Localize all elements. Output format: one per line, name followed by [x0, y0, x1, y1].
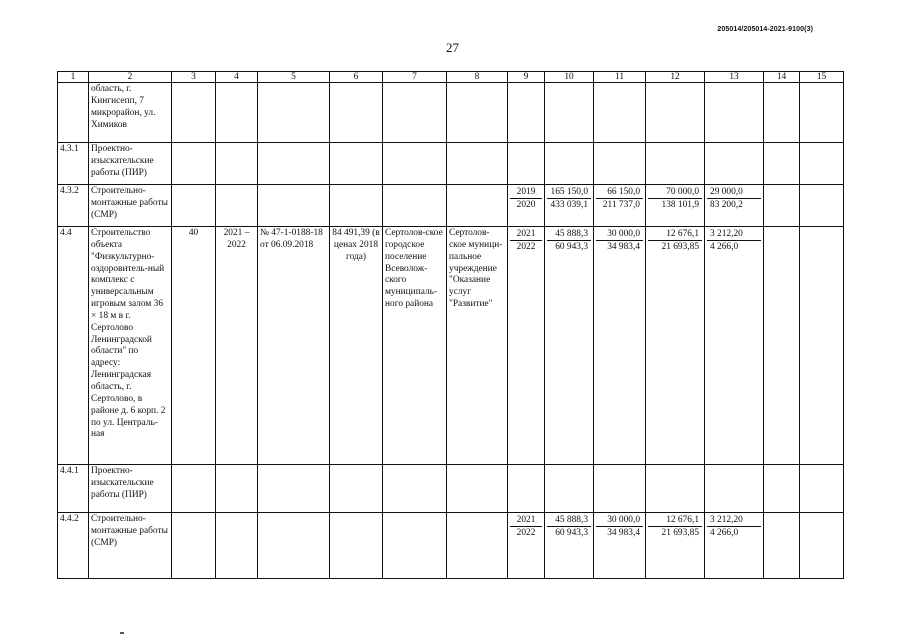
year-value: 2019	[516, 187, 536, 197]
amount-value: 21 693,85	[648, 526, 702, 539]
amount-cell	[594, 227, 646, 465]
year-value: 2022	[510, 526, 542, 539]
amount-cell	[545, 227, 594, 465]
row-number: 4.3.1	[58, 143, 89, 185]
amount-value: 165 150,0	[550, 187, 588, 197]
col-header: 4	[216, 72, 258, 83]
amount-cell	[545, 513, 594, 579]
table-row-4-4-1	[58, 465, 844, 513]
year-value: 2021	[516, 229, 536, 239]
amount-value: 21 693,85	[648, 240, 702, 253]
table-row-4-3-1	[58, 143, 844, 185]
col-header: 2	[89, 72, 172, 83]
amount-value: 433 039,1	[547, 198, 591, 211]
table-row-4-4-2	[58, 513, 844, 579]
col-header: 1	[58, 72, 89, 83]
estimated-cost-cell: 84 491,39 (в ценах 2018 года)	[330, 227, 383, 465]
amount-value: 60 943,3	[547, 526, 591, 539]
capacity-cell: 40	[172, 227, 216, 465]
col-header: 7	[383, 72, 447, 83]
table-row-4-4	[58, 227, 844, 465]
col-header: 6	[330, 72, 383, 83]
object-address-cell: область, г. Кингисепп, 7 микрорайон, ул. Химиков	[89, 83, 172, 143]
amount-value: 34 983,4	[596, 526, 643, 539]
municipality-cell: Сертолов-ское городское поселение Всеволож-ского муниципаль-ного района	[383, 227, 447, 465]
program-table	[57, 71, 844, 579]
amount-value: 3 212,20	[710, 229, 743, 239]
row-number: 4.4.1	[58, 465, 89, 513]
amount-cell	[646, 227, 705, 465]
year-value: 2022	[510, 240, 542, 253]
amount-value: 45 888,3	[555, 229, 588, 239]
col-header: 8	[447, 72, 508, 83]
year-cell	[508, 513, 545, 579]
amount-value: 12 676,1	[666, 229, 699, 239]
col-header: 3	[172, 72, 216, 83]
amount-cell	[646, 513, 705, 579]
col-header: 9	[508, 72, 545, 83]
amount-cell	[705, 185, 764, 227]
amount-cell	[594, 513, 646, 579]
col-header: 15	[800, 72, 844, 83]
amount-value: 29 000,0	[710, 187, 743, 197]
col-header: 13	[705, 72, 764, 83]
amount-value: 34 983,4	[596, 240, 643, 253]
table-row-4-3-2	[58, 185, 844, 227]
amount-value: 138 101,9	[648, 198, 702, 211]
amount-value: 45 888,3	[555, 515, 588, 525]
work-type-cell: Строительно-монтажные работы (СМР)	[89, 185, 172, 227]
row-number: 4.4.2	[58, 513, 89, 579]
amount-cell	[545, 185, 594, 227]
amount-value: 4 266,0	[707, 240, 761, 253]
amount-cell	[594, 185, 646, 227]
amount-value: 83 200,2	[707, 198, 761, 211]
amount-value: 30 000,0	[607, 229, 640, 239]
period-cell: 2021 – 2022	[216, 227, 258, 465]
row-number: 4.3.2	[58, 185, 89, 227]
year-cell	[508, 185, 545, 227]
object-name-cell: Строительство объекта "Физкультурно-оздоровитель-ный комплекс с универсальным игровым залом 36 × 18 м в г. Сертолово Ленинградской области" по адресу: Ленинградская область, г. Сертолово, в районе д. 6 корп. 2 по ул. Централь-ная	[89, 227, 172, 465]
amount-value: 3 212,20	[710, 515, 743, 525]
customer-cell: Сертолов-ское муници-пальное учреждение "Оказание услуг "Развитие"	[447, 227, 508, 465]
work-type-cell: Проектно-изыскательские работы (ПИР)	[89, 465, 172, 513]
col-header: 11	[594, 72, 646, 83]
scan-mark	[120, 632, 124, 634]
amount-value: 4 266,0	[707, 526, 761, 539]
year-cell	[508, 227, 545, 465]
amount-cell	[646, 185, 705, 227]
col-header: 10	[545, 72, 594, 83]
document-number: 205014/205014-2021-9100(3)	[717, 26, 813, 33]
col-header: 12	[646, 72, 705, 83]
year-value: 2021	[516, 515, 536, 525]
work-type-cell: Строительно-монтажные работы (СМР)	[89, 513, 172, 579]
amount-value: 66 150,0	[607, 187, 640, 197]
row-number: 4.4	[58, 227, 89, 465]
col-header: 14	[764, 72, 800, 83]
amount-value: 30 000,0	[607, 515, 640, 525]
amount-value: 211 737,0	[596, 198, 643, 211]
expertise-cell: № 47-1-0188-18 от 06.09.2018	[258, 227, 330, 465]
year-value: 2020	[510, 198, 542, 211]
work-type-cell: Проектно-изыскательские работы (ПИР)	[89, 143, 172, 185]
page-number: 27	[446, 40, 459, 55]
amount-value: 60 943,3	[547, 240, 591, 253]
amount-cell	[705, 227, 764, 465]
amount-cell	[705, 513, 764, 579]
col-header: 5	[258, 72, 330, 83]
amount-value: 12 676,1	[666, 515, 699, 525]
table-row-continuation	[58, 83, 844, 143]
column-number-row	[58, 72, 844, 83]
amount-value: 70 000,0	[666, 187, 699, 197]
